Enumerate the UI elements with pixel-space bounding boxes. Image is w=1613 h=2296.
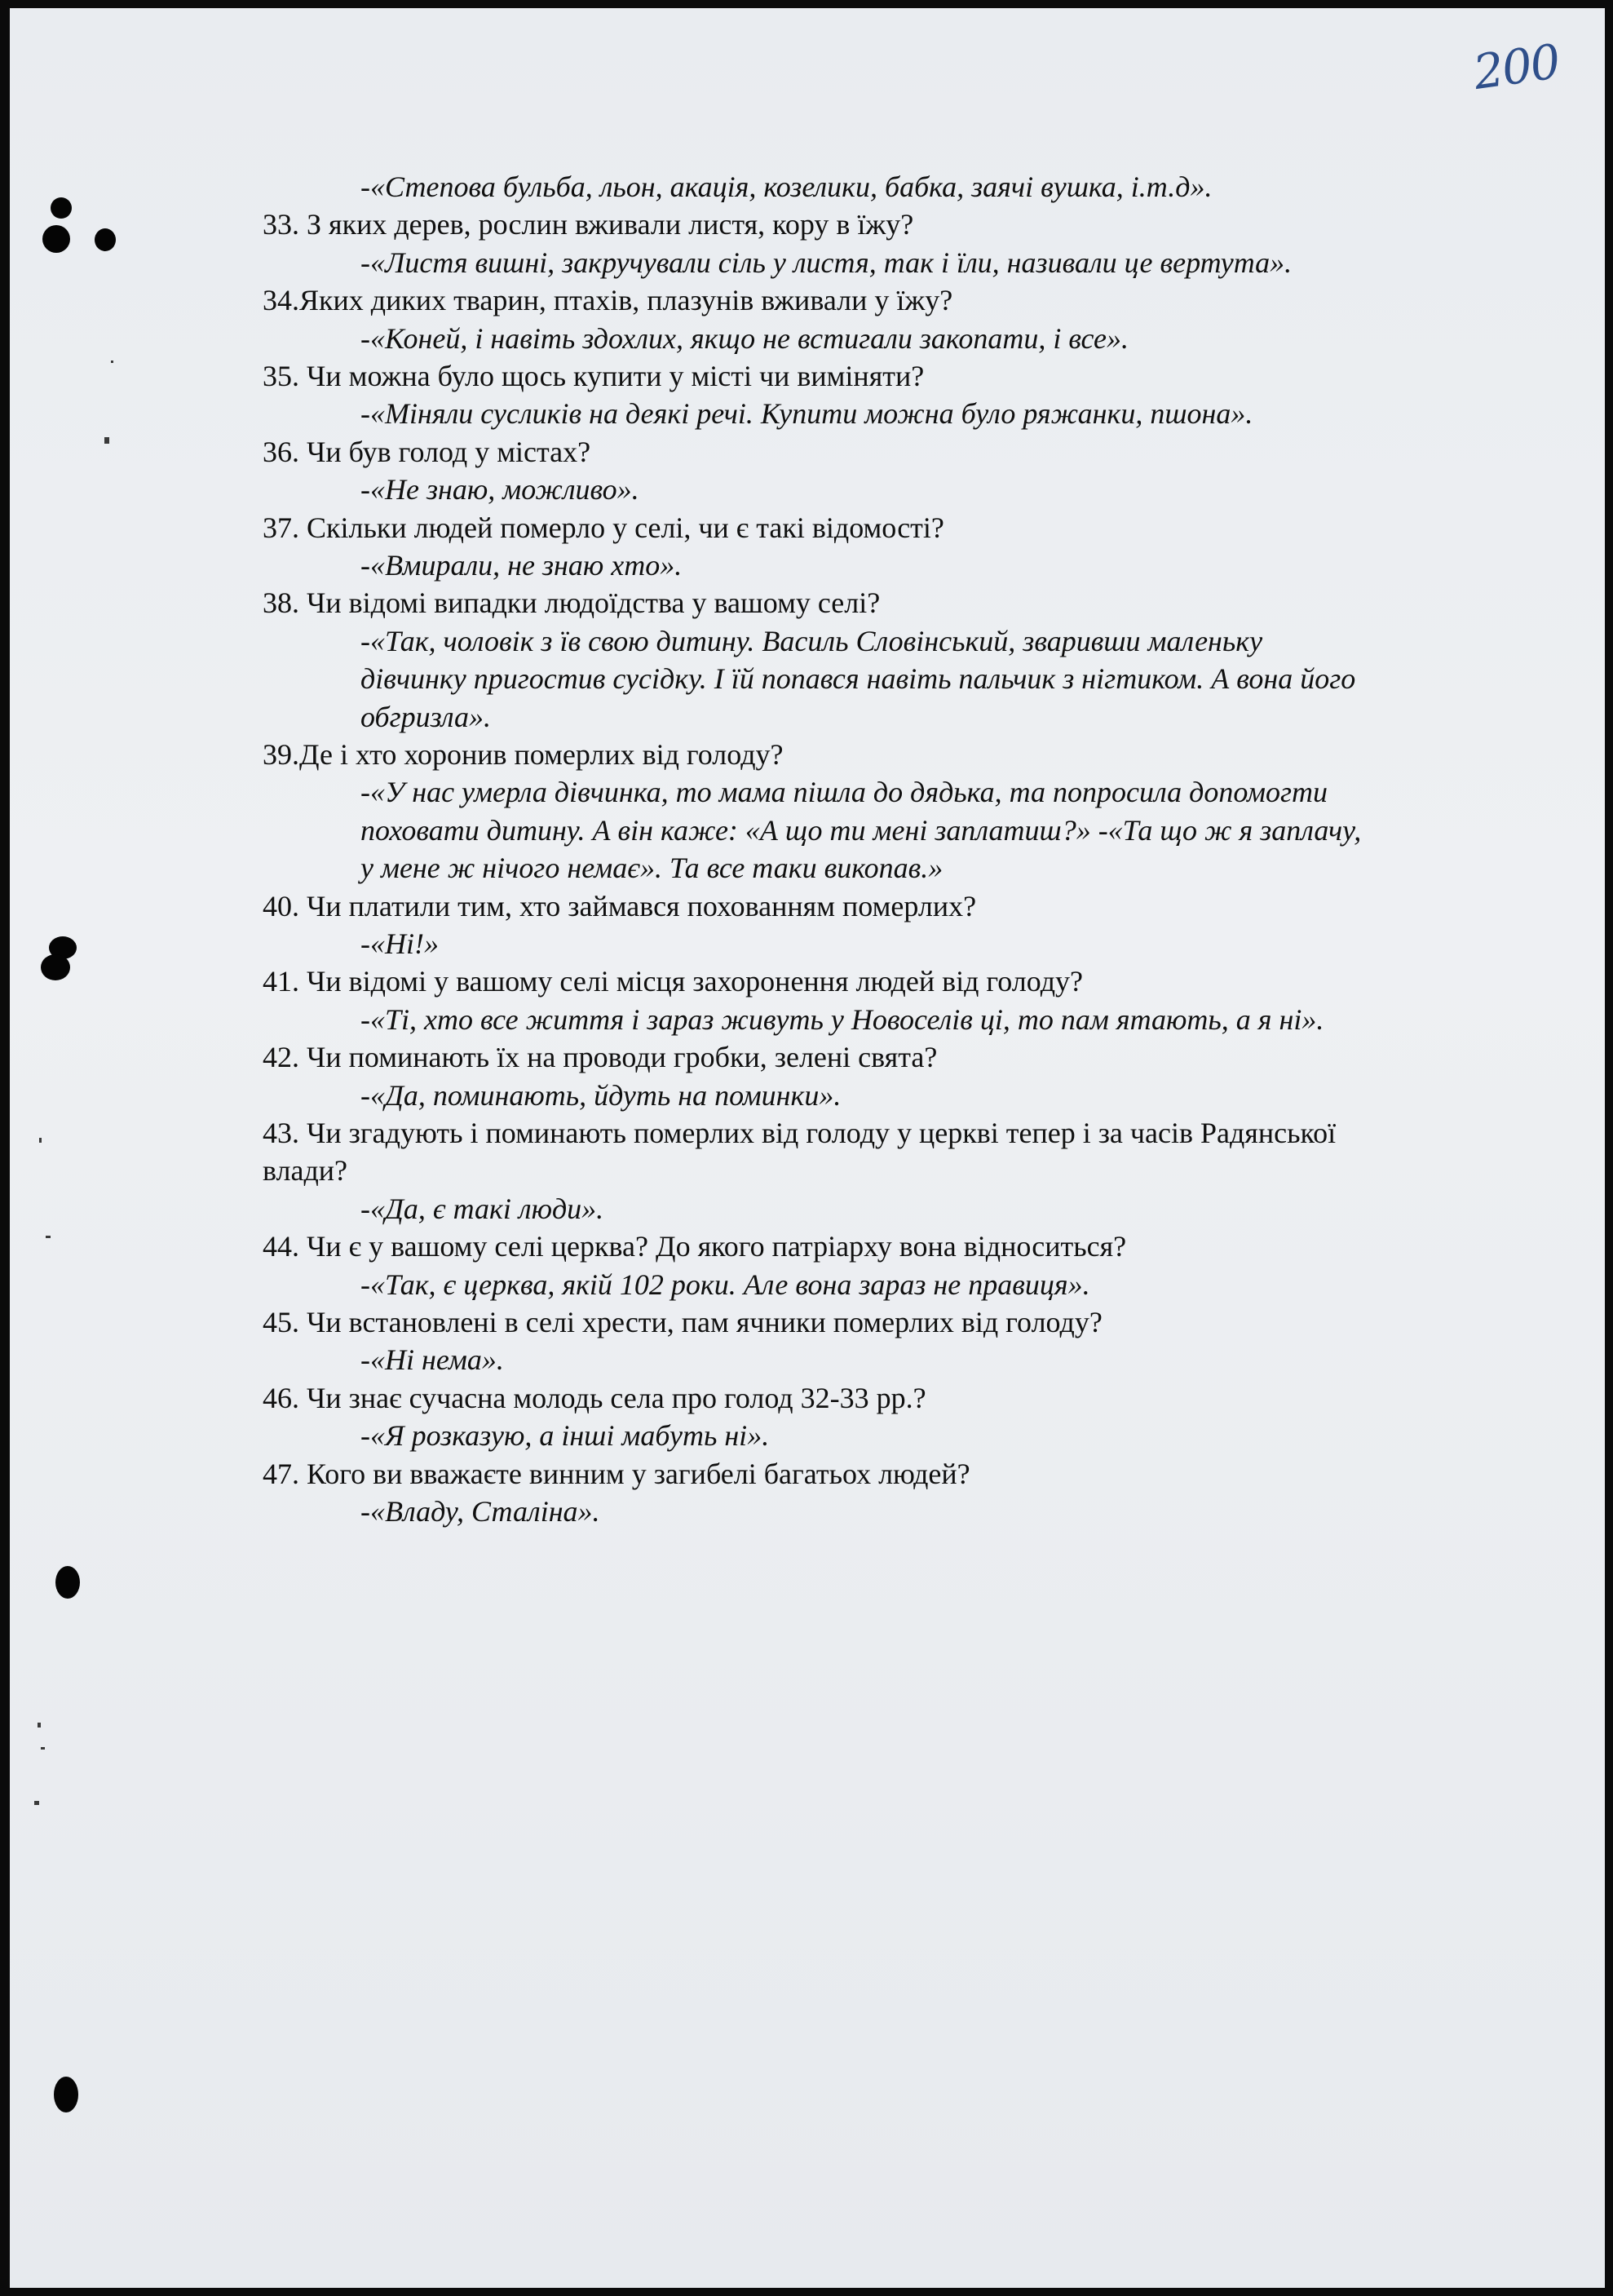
questionnaire-text: [10, 8, 1605, 2288]
answer-line: поховати дитину. А він каже: «А що ти мені заплатиш?» -«Та що ж я заплачу,: [360, 813, 1362, 847]
question-line: 42. Чи поминають їх на проводи гробки, зелені свята?: [263, 1041, 938, 1074]
question-line: 35. Чи можна було щось купити у місті чи виміняти?: [263, 360, 925, 392]
page-number: 200: [1469, 33, 1562, 100]
question-line: 34.Яких диких тварин, птахів, плазунів вживали у їжу?: [263, 284, 953, 317]
answer-line: -«Ні нема».: [360, 1343, 504, 1377]
question-line: 39.Де і хто хоронив померлих від голоду?: [263, 738, 784, 771]
answer-line: -«Степова бульба, льон, акація, козелики, бабка, заячі вушка, і.т.д».: [360, 170, 1213, 203]
answer-line: -«Так, чоловік з їв свою дитину. Василь Словінський, зваривши маленьку: [360, 624, 1263, 657]
question-line: 33. З яких дерев, рослин вживали листя, кору в їжу?: [263, 208, 914, 241]
answer-line: -«Ні!»: [360, 927, 439, 960]
question-line: 37. Скільки людей померло у селі, чи є такі відомості?: [263, 511, 944, 544]
answer-line: у мене ж нічого немає». Та все таки викопав.»: [360, 852, 943, 885]
question-line: 45. Чи встановлені в селі хрести, пам ячники померлих від голоду?: [263, 1306, 1103, 1338]
answer-line: -«Не знаю, можливо».: [360, 473, 639, 507]
answer-line: обгризла».: [360, 700, 491, 733]
answer-line: -«Коней, і навіть здохлих, якщо не встигали закопати, і все».: [360, 321, 1129, 355]
answer-line: -«Ті, хто все життя і зараз живуть у Новоселів ці, то пам ятають, а я ні».: [360, 1002, 1324, 1036]
question-line: 43. Чи згадують і поминають померлих від голоду у церкві тепер і за часів Радянської: [263, 1117, 1337, 1149]
question-line: 36. Чи був голод у містах?: [263, 435, 591, 468]
answer-line: -«Листя вишні, закручували сіль у листя, так і їли, називали це вертута».: [360, 246, 1293, 279]
question-line: 38. Чи відомі випадки людоїдства у вашому селі?: [263, 586, 881, 620]
answer-line: -«У нас умерла дівчинка, то мама пішла до дядька, та попросила допомогти: [360, 776, 1328, 809]
question-line: 41. Чи відомі у вашому селі місця захоронення людей від голоду?: [263, 965, 1084, 998]
answer-line: -«Владу, Сталіна».: [360, 1495, 600, 1528]
answer-line: -«Так, є церква, якій 102 роки. Але вона зараз не правиця».: [360, 1267, 1090, 1301]
document-page: [10, 8, 1605, 2288]
question-line: 44. Чи є у вашому селі церква? До якого патріарху вона відноситься?: [263, 1230, 1127, 1263]
answer-line: -«Вмирали, не знаю хто».: [360, 549, 683, 582]
question-line: 46. Чи знає сучасна молодь села про голод 32-33 рр.?: [263, 1381, 926, 1414]
question-line: 40. Чи платили тим, хто займався похованням померлих?: [263, 889, 977, 922]
answer-line: -«Я розказую, а інші мабуть ні».: [360, 1419, 770, 1453]
answer-line: дівчинку пригостив сусідку. І їй попався навіть пальчик з нігтиком. А вона його: [360, 662, 1356, 696]
answer-line: -«Міняли сусликів на деякі речі. Купити можна було ряжанки, пшона».: [360, 397, 1253, 431]
answer-line: -«Да, є такі люди».: [360, 1192, 604, 1225]
question-line: влади?: [263, 1154, 348, 1188]
answer-line: -«Да, поминають, йдуть на поминки».: [360, 1078, 842, 1112]
question-line: 47. Кого ви вважаєте винним у загибелі багатьох людей?: [263, 1457, 970, 1490]
